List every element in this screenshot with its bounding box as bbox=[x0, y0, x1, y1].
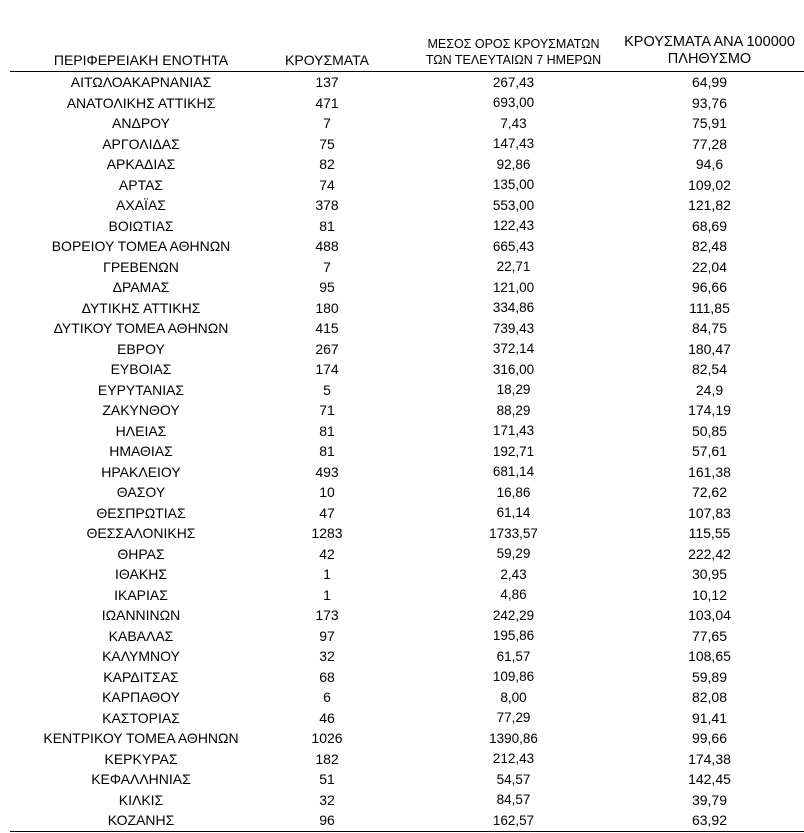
cell-per100k: 64,99 bbox=[691, 74, 728, 91]
cell-spacer bbox=[382, 236, 412, 257]
cell-avg7: 84,57 bbox=[496, 792, 531, 808]
cell-cases: 7 bbox=[323, 258, 331, 275]
cell-avg7: 372,14 bbox=[492, 341, 535, 357]
cell-region: ΗΛΕΙΑΣ bbox=[115, 422, 167, 439]
cell-avg7: 4,86 bbox=[500, 587, 527, 603]
cell-spacer bbox=[382, 175, 412, 196]
cell-per100k: 103,04 bbox=[688, 607, 731, 624]
cell-spacer bbox=[382, 564, 412, 585]
cell-per100k: 93,76 bbox=[691, 94, 728, 111]
cell-cases: 415 bbox=[315, 320, 339, 337]
cell-region: ΕΒΡΟΥ bbox=[117, 340, 165, 357]
cell-spacer bbox=[382, 585, 412, 606]
cell-avg7: 553,00 bbox=[492, 197, 535, 213]
table-row bbox=[10, 441, 804, 462]
cell-avg7: 147,43 bbox=[492, 136, 535, 152]
cell-region: ΑΡΤΑΣ bbox=[118, 176, 164, 193]
cell-avg7: 88,29 bbox=[496, 402, 531, 418]
cell-cases: 5 bbox=[323, 381, 331, 398]
cell-region: ΔΥΤΙΚΗΣ ΑΤΤΙΚΗΣ bbox=[81, 299, 201, 316]
cell-cases: 180 bbox=[315, 299, 339, 316]
cell-per100k: 68,69 bbox=[691, 217, 728, 234]
cell-cases: 74 bbox=[319, 176, 335, 193]
data-table bbox=[10, 72, 804, 831]
cell-region: ΚΑΡΔΙΤΣΑΣ bbox=[103, 668, 179, 685]
cell-region: ΒΟΡΕΙΟΥ ΤΟΜΕΑ ΑΘΗΝΩΝ bbox=[51, 238, 231, 255]
cell-per100k: 50,85 bbox=[691, 422, 728, 439]
cell-spacer bbox=[382, 93, 412, 114]
cell-avg7: 195,86 bbox=[492, 628, 535, 644]
table-row bbox=[10, 400, 804, 421]
cell-region: ΑΙΤΩΛΟΑΚΑΡΝΑΝΙΑΣ bbox=[70, 74, 212, 91]
cell-cases: 137 bbox=[315, 74, 339, 91]
table-row bbox=[10, 708, 804, 729]
cell-avg7: 22,71 bbox=[496, 259, 531, 275]
cell-per100k: 72,62 bbox=[691, 484, 728, 501]
table-row bbox=[10, 585, 804, 606]
table-row bbox=[10, 257, 804, 278]
cell-region: ΕΥΒΟΙΑΣ bbox=[110, 361, 172, 378]
cell-spacer bbox=[382, 441, 412, 462]
cell-per100k: 24,9 bbox=[695, 381, 724, 398]
table-row bbox=[10, 769, 804, 790]
cell-cases: 471 bbox=[315, 94, 339, 111]
cell-avg7: 267,43 bbox=[492, 74, 535, 90]
cell-per100k: 84,75 bbox=[691, 320, 728, 337]
cell-avg7: 59,29 bbox=[496, 546, 531, 562]
cell-per100k: 180,47 bbox=[688, 340, 731, 357]
cell-spacer bbox=[382, 380, 412, 401]
cell-per100k: 121,82 bbox=[688, 197, 731, 214]
cell-avg7: 693,00 bbox=[492, 95, 535, 111]
cell-spacer bbox=[382, 626, 412, 647]
cell-cases: 6 bbox=[323, 689, 331, 706]
cell-avg7: 92,86 bbox=[496, 156, 531, 172]
cell-cases: 97 bbox=[319, 627, 335, 644]
cell-per100k: 22,04 bbox=[691, 258, 728, 275]
table-row bbox=[10, 359, 804, 380]
cell-spacer bbox=[382, 359, 412, 380]
table-row bbox=[10, 72, 804, 93]
cell-region: ΑΝΔΡΟΥ bbox=[112, 115, 170, 132]
table-row bbox=[10, 154, 804, 175]
cell-region: ΘΕΣΣΑΛΟΝΙΚΗΣ bbox=[86, 525, 196, 542]
cell-avg7: 1733,57 bbox=[489, 525, 538, 541]
cell-region: ΑΧΑΪΑΣ bbox=[116, 197, 166, 214]
cell-region: ΚΟΖΑΝΗΣ bbox=[107, 812, 175, 829]
cell-cases: 1 bbox=[323, 566, 331, 583]
cell-per100k: 30,95 bbox=[691, 566, 728, 583]
cell-region: ΚΕΝΤΡΙΚΟΥ ΤΟΜΕΑ ΑΘΗΝΩΝ bbox=[43, 730, 239, 747]
cell-region: ΖΑΚΥΝΘΟΥ bbox=[102, 402, 180, 419]
table-row bbox=[10, 93, 804, 114]
cell-cases: 96 bbox=[319, 812, 335, 829]
cell-avg7: 8,00 bbox=[500, 689, 527, 705]
table-row bbox=[10, 175, 804, 196]
table-header bbox=[10, 0, 804, 72]
cell-region: ΑΡΓΟΛΙΔΑΣ bbox=[102, 135, 180, 152]
table-row bbox=[10, 318, 804, 339]
cell-region: ΚΑΒΑΛΑΣ bbox=[108, 627, 174, 644]
cell-cases: 68 bbox=[319, 668, 335, 685]
cell-spacer bbox=[382, 339, 412, 360]
cell-region: ΚΑΛΥΜΝΟΥ bbox=[102, 648, 180, 665]
cell-per100k: 77,28 bbox=[691, 135, 728, 152]
cell-per100k: 174,38 bbox=[688, 750, 731, 767]
table-row bbox=[10, 462, 804, 483]
cell-per100k: 77,65 bbox=[691, 627, 728, 644]
cell-avg7: 16,86 bbox=[496, 484, 531, 500]
cell-region: ΘΑΣΟΥ bbox=[116, 484, 166, 501]
cell-spacer bbox=[382, 749, 412, 770]
cell-cases: 1026 bbox=[311, 730, 343, 747]
cell-cases: 81 bbox=[319, 443, 335, 460]
cell-region: ΑΡΚΑΔΙΑΣ bbox=[106, 156, 176, 173]
table-row bbox=[10, 667, 804, 688]
cell-cases: 1 bbox=[323, 586, 331, 603]
cell-cases: 47 bbox=[319, 504, 335, 521]
cell-avg7: 192,71 bbox=[492, 443, 535, 459]
table-row bbox=[10, 544, 804, 565]
cell-region: ΗΡΑΚΛΕΙΟΥ bbox=[101, 463, 181, 480]
table-row bbox=[10, 134, 804, 155]
header-per100k-line1: ΚΡΟΥΣΜΑΤΑ ΑΝΑ 100000 bbox=[624, 34, 795, 50]
cell-cases: 51 bbox=[319, 771, 335, 788]
table-row bbox=[10, 216, 804, 237]
table-row bbox=[10, 564, 804, 585]
cell-avg7: 162,57 bbox=[492, 812, 535, 828]
cell-per100k: 10,12 bbox=[691, 586, 728, 603]
cell-cases: 46 bbox=[319, 709, 335, 726]
table-row bbox=[10, 482, 804, 503]
cell-spacer bbox=[382, 605, 412, 626]
covid-cases-table-sheet bbox=[10, 0, 804, 832]
cell-spacer bbox=[382, 113, 412, 134]
cell-avg7: 681,14 bbox=[492, 464, 535, 480]
cell-spacer bbox=[382, 810, 412, 831]
cell-region: ΗΜΑΘΙΑΣ bbox=[109, 443, 173, 460]
cell-region: ΘΗΡΑΣ bbox=[117, 545, 165, 562]
cell-cases: 10 bbox=[319, 484, 335, 501]
cell-region: ΔΥΤΙΚΟΥ ΤΟΜΕΑ ΑΘΗΝΩΝ bbox=[53, 320, 229, 337]
cell-per100k: 108,65 bbox=[688, 648, 731, 665]
cell-region: ΚΑΣΤΟΡΙΑΣ bbox=[102, 709, 180, 726]
table-row bbox=[10, 605, 804, 626]
cell-per100k: 115,55 bbox=[688, 525, 731, 542]
cell-avg7: 18,29 bbox=[496, 382, 531, 398]
cell-avg7: 61,57 bbox=[496, 648, 531, 664]
cell-avg7: 212,43 bbox=[492, 751, 535, 767]
cell-spacer bbox=[382, 462, 412, 483]
cell-region: ΙΩΑΝΝΙΝΩΝ bbox=[101, 607, 181, 624]
header-region: ΠΕΡΙΦΕΡΕΙΑΚΗ ΕΝΟΤΗΤΑ bbox=[53, 52, 229, 68]
cell-region: ΙΚΑΡΙΑΣ bbox=[114, 586, 168, 603]
table-body bbox=[10, 72, 804, 831]
header-per100k-line2: ΠΛΗΘΥΣΜΟ bbox=[667, 51, 752, 67]
cell-avg7: 739,43 bbox=[492, 320, 535, 336]
cell-cases: 32 bbox=[319, 791, 335, 808]
cell-per100k: 161,38 bbox=[688, 463, 731, 480]
cell-per100k: 82,08 bbox=[691, 689, 728, 706]
table-row bbox=[10, 646, 804, 667]
cell-per100k: 39,79 bbox=[691, 791, 728, 808]
cell-avg7: 61,14 bbox=[496, 505, 531, 521]
table-row bbox=[10, 113, 804, 134]
table-row bbox=[10, 421, 804, 442]
cell-per100k: 99,66 bbox=[691, 730, 728, 747]
cell-region: ΕΥΡΥΤΑΝΙΑΣ bbox=[97, 381, 185, 398]
cell-per100k: 91,41 bbox=[691, 709, 728, 726]
cell-spacer bbox=[382, 544, 412, 565]
cell-cases: 7 bbox=[323, 115, 331, 132]
cell-avg7: 77,29 bbox=[496, 710, 531, 726]
table-row bbox=[10, 339, 804, 360]
cell-per100k: 82,54 bbox=[691, 361, 728, 378]
cell-spacer bbox=[382, 134, 412, 155]
cell-spacer bbox=[382, 728, 412, 749]
cell-region: ΑΝΑΤΟΛΙΚΗΣ ΑΤΤΙΚΗΣ bbox=[66, 94, 216, 111]
cell-cases: 81 bbox=[319, 422, 335, 439]
cell-avg7: 242,29 bbox=[492, 607, 535, 623]
cell-avg7: 122,43 bbox=[492, 218, 535, 234]
cell-per100k: 94,6 bbox=[695, 156, 724, 173]
cell-per100k: 109,02 bbox=[688, 176, 731, 193]
cell-per100k: 111,85 bbox=[689, 299, 730, 316]
cell-spacer bbox=[382, 154, 412, 175]
bottom-border bbox=[10, 831, 804, 832]
cell-spacer bbox=[382, 318, 412, 339]
cell-per100k: 174,19 bbox=[688, 402, 731, 419]
cell-per100k: 57,61 bbox=[691, 443, 728, 460]
cell-cases: 32 bbox=[319, 648, 335, 665]
cell-region: ΙΘΑΚΗΣ bbox=[115, 566, 167, 583]
cell-spacer bbox=[382, 298, 412, 319]
cell-spacer bbox=[382, 523, 412, 544]
cell-spacer bbox=[382, 646, 412, 667]
cell-cases: 81 bbox=[319, 217, 335, 234]
cell-spacer bbox=[382, 687, 412, 708]
cell-cases: 82 bbox=[319, 156, 335, 173]
cell-per100k: 222,42 bbox=[688, 545, 731, 562]
cell-avg7: 54,57 bbox=[496, 771, 531, 787]
cell-region: ΘΕΣΠΡΩΤΙΑΣ bbox=[96, 504, 186, 521]
table-row bbox=[10, 790, 804, 811]
table-row bbox=[10, 195, 804, 216]
cell-spacer bbox=[382, 400, 412, 421]
header-cases: ΚΡΟΥΣΜΑΤΑ bbox=[285, 52, 369, 68]
cell-per100k: 82,48 bbox=[691, 238, 728, 255]
cell-spacer bbox=[382, 790, 412, 811]
cell-region: ΔΡΑΜΑΣ bbox=[112, 279, 170, 296]
cell-region: ΚΙΛΚΙΣ bbox=[118, 791, 164, 808]
cell-spacer bbox=[382, 72, 412, 93]
table-row bbox=[10, 380, 804, 401]
table-row bbox=[10, 687, 804, 708]
table-row bbox=[10, 277, 804, 298]
header-per100k bbox=[615, 34, 804, 68]
cell-per100k: 107,83 bbox=[688, 504, 731, 521]
table-row bbox=[10, 503, 804, 524]
cell-region: ΚΕΦΑΛΛΗΝΙΑΣ bbox=[91, 771, 191, 788]
cell-spacer bbox=[382, 277, 412, 298]
cell-avg7: 135,00 bbox=[492, 177, 535, 193]
cell-avg7: 665,43 bbox=[492, 238, 535, 254]
table-row bbox=[10, 298, 804, 319]
cell-region: ΚΑΡΠΑΘΟΥ bbox=[102, 689, 180, 706]
cell-per100k: 75,91 bbox=[691, 115, 728, 132]
cell-spacer bbox=[382, 769, 412, 790]
cell-per100k: 59,89 bbox=[691, 668, 728, 685]
header-avg7 bbox=[412, 36, 615, 68]
cell-cases: 1283 bbox=[311, 525, 343, 542]
table-row bbox=[10, 749, 804, 770]
cell-spacer bbox=[382, 421, 412, 442]
cell-cases: 182 bbox=[315, 750, 339, 767]
cell-avg7: 2,43 bbox=[500, 566, 527, 582]
cell-cases: 174 bbox=[315, 361, 339, 378]
cell-avg7: 121,00 bbox=[492, 279, 535, 295]
cell-per100k: 63,92 bbox=[691, 812, 728, 829]
cell-avg7: 7,43 bbox=[500, 115, 527, 131]
cell-avg7: 1390,86 bbox=[489, 730, 538, 746]
cell-cases: 493 bbox=[315, 463, 339, 480]
cell-cases: 267 bbox=[315, 340, 339, 357]
header-avg7-line2: ΤΩΝ ΤΕΛΕΥΤΑΙΩΝ 7 ΗΜΕΡΩΝ bbox=[425, 53, 602, 67]
cell-spacer bbox=[382, 482, 412, 503]
cell-avg7: 171,43 bbox=[492, 423, 535, 439]
cell-cases: 42 bbox=[319, 545, 335, 562]
cell-spacer bbox=[382, 667, 412, 688]
cell-spacer bbox=[382, 503, 412, 524]
cell-avg7: 316,00 bbox=[492, 361, 535, 377]
cell-spacer bbox=[382, 708, 412, 729]
cell-cases: 488 bbox=[315, 238, 339, 255]
cell-region: ΒΟΙΩΤΙΑΣ bbox=[108, 217, 174, 234]
cell-spacer bbox=[382, 257, 412, 278]
cell-per100k: 96,66 bbox=[691, 279, 728, 296]
cell-per100k: 142,45 bbox=[688, 771, 731, 788]
cell-cases: 71 bbox=[319, 402, 335, 419]
table-row bbox=[10, 810, 804, 831]
cell-cases: 95 bbox=[319, 279, 335, 296]
table-row bbox=[10, 236, 804, 257]
cell-region: ΓΡΕΒΕΝΩΝ bbox=[103, 258, 179, 275]
table-row bbox=[10, 626, 804, 647]
cell-cases: 75 bbox=[319, 135, 335, 152]
table-row bbox=[10, 728, 804, 749]
cell-avg7: 109,86 bbox=[492, 669, 535, 685]
cell-region: ΚΕΡΚΥΡΑΣ bbox=[104, 750, 178, 767]
cell-spacer bbox=[382, 195, 412, 216]
cell-cases: 378 bbox=[315, 197, 339, 214]
cell-spacer bbox=[382, 216, 412, 237]
cell-avg7: 334,86 bbox=[492, 300, 535, 316]
table-row bbox=[10, 523, 804, 544]
header-avg7-line1: ΜΕΣΟΣ ΟΡΟΣ ΚΡΟΥΣΜΑΤΩΝ bbox=[427, 37, 600, 51]
cell-cases: 173 bbox=[315, 607, 339, 624]
